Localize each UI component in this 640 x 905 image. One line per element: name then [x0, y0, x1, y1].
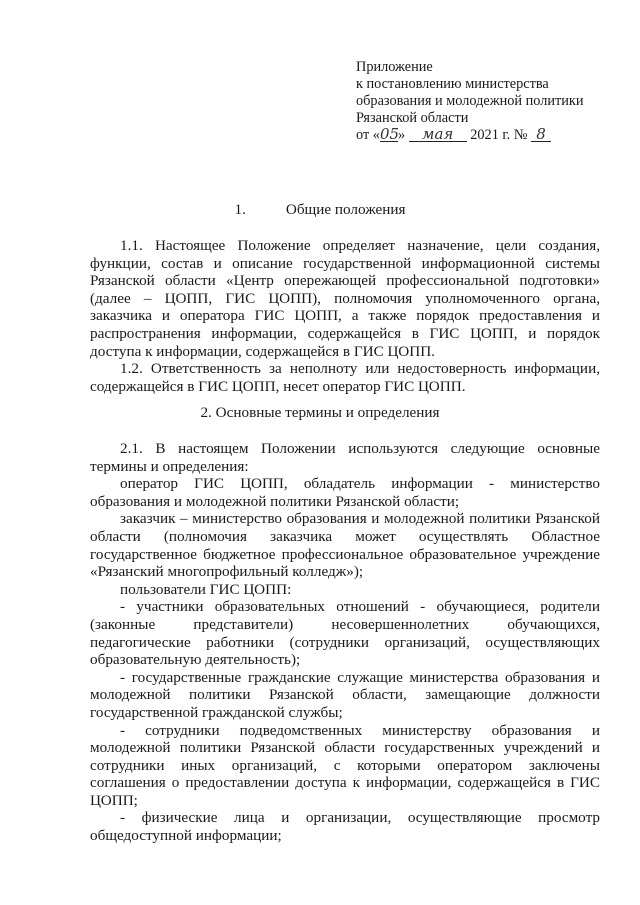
list-item: - физические лица и организации, осуществляющие просмотр общедоступной информации; — [90, 809, 600, 845]
list-item: - сотрудники подведомственных министерству образования и молодежной политики Рязанской области государственных учреждений и сотрудники иных организаций, с которыми оператором заключены соглашения о предоставлении доступа к информации, содержащейся в ГИС ЦОПП; — [90, 721, 600, 809]
paragraph: 1.1. Настоящее Положение определяет назначение, цели создания, функции, состав и описание государственной информационной системы Рязанской области «Центр опережающей профессиональной подготовки» (далее – ЦОПП, ГИС ЦОПП), полномочия уполномоченного органа, заказчика и оператора ГИС ЦОПП, а также порядок предоставления и распространения информации, содержащейся в ГИС ЦОПП, и порядок доступа к информации, содержащейся в ГИС ЦОПП. — [90, 237, 600, 360]
date-prefix: от « — [356, 127, 380, 143]
paragraph: оператор ГИС ЦОПП, обладатель информации - министерство образования и молодежной политики Рязанской области; — [90, 475, 600, 510]
list-item: - участники образовательных отношений - обучающиеся, родители (законные представители) несовершеннолетних обучающихся, педагогические работники (сотрудники организаций, осуществляющих образовательную деятельность); — [90, 598, 600, 669]
paragraph: 2.1. В настоящем Положении используются следующие основные термины и определения: — [90, 440, 600, 475]
section-1-heading — [0, 201, 640, 219]
appendix-header — [356, 59, 626, 144]
appendix-line: к постановлению министерства — [356, 76, 549, 92]
handwritten-day: 05 — [379, 125, 400, 143]
paragraph: пользователи ГИС ЦОПП: — [120, 580, 292, 598]
paragraph: заказчик – министерство образования и молодежной политики Рязанской области (полномочия заказчика может осуществлять Областное государственное бюджетное профессиональное образовательное учреждение «Рязанский многопрофильный колледж»); — [90, 510, 600, 581]
section-1-title: Общие положения — [285, 201, 406, 218]
section-1-number: 1. — [234, 201, 246, 218]
section-2-heading: 2. Основные термины и определения — [200, 404, 440, 421]
appendix-date-line — [356, 127, 626, 144]
section-1-body — [90, 237, 600, 395]
date-year: 2021 г. № — [470, 127, 528, 143]
appendix-line: Рязанской области — [356, 110, 469, 126]
paragraph: 1.2. Ответственность за неполноту или недостоверность информации, содержащейся в ГИС ЦОПП, несет оператор ГИС ЦОПП. — [90, 360, 600, 395]
list-item: - государственные гражданские служащие министерства образования и молодежной политики Рязанской области, замещающие должности государственной гражданской службы; — [90, 668, 600, 721]
date-quote-close: » — [397, 127, 406, 143]
section-2-body — [90, 440, 600, 845]
handwritten-number: 8 — [531, 127, 551, 142]
appendix-title: Приложение — [356, 59, 433, 75]
appendix-line: образования и молодежной политики — [356, 93, 584, 109]
handwritten-month: мая — [409, 127, 467, 142]
